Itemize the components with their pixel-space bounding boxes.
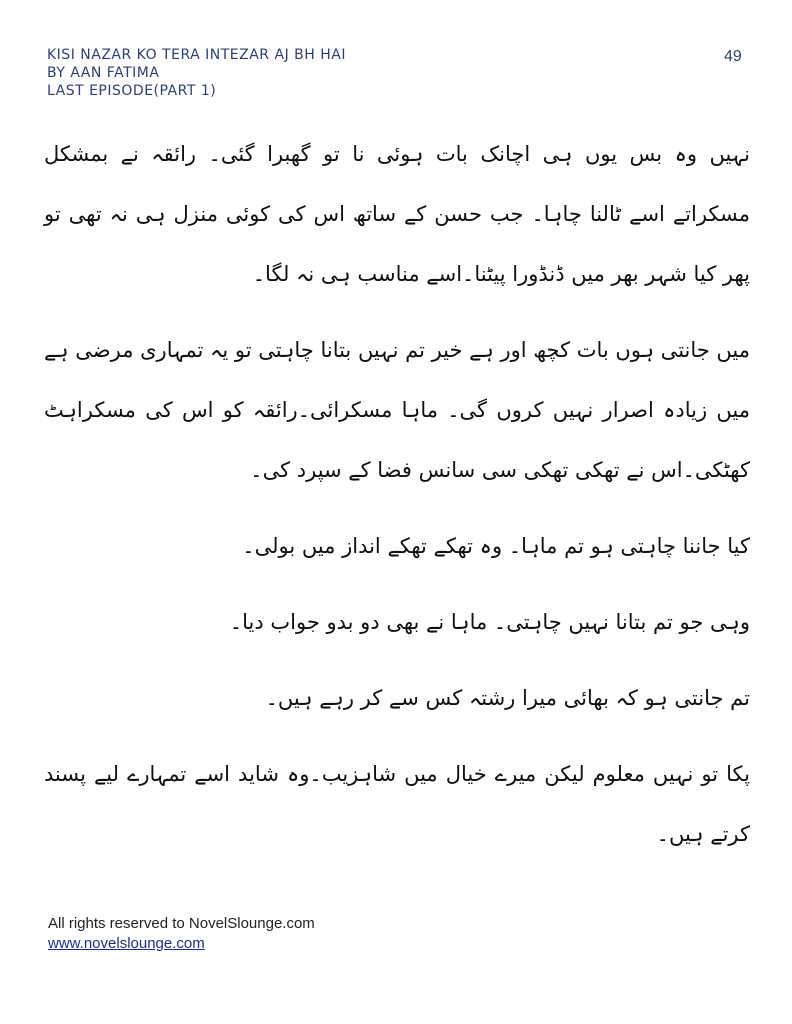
author-line: BY AAN FATIMA [47, 65, 160, 81]
paragraph-5: تم جانتی ہو کہ بھائی میرا رشتہ کس سے کر رہے ہیں۔ [265, 686, 750, 710]
paragraph-3: کیا جاننا چاہتی ہو تم ماہا۔ وہ تھکے تھکے انداز میں بولی۔ [242, 534, 750, 558]
website-link[interactable]: www.novelslounge.com [48, 935, 205, 952]
document-header [47, 46, 346, 100]
page-number: 49 [724, 48, 742, 65]
episode-line: LAST EPISODE(PART 1) [47, 83, 217, 99]
paragraph-1: نہیں وہ بس یوں ہی اچانک بات ہوئی نا تو گھبرا گئی۔ رائقہ نے بمشکل مسکراتے اسے ٹالنا چاہا۔ جب حسن کے ساتھ اس کی کوئی منزل ہی نہ تھی تو پھر کیا شہر بھر میں ڈنڈورا پیٹنا۔اسے مناسب ہی نہ لگا۔ [44, 142, 750, 286]
paragraph-2: میں جانتی ہوں بات کچھ اور ہے خیر تم نہیں بتانا چاہتی تو یہ تمہاری مرضی ہے میں زیادہ اصرار نہیں کروں گی۔ ماہا مسکرائی۔رائقہ کو اس کی مسکراہٹ کھٹکی۔اس نے تھکی تھکی سی سانس فضا کے سپرد کی۔ [43, 338, 750, 482]
story-body [44, 124, 750, 864]
rights-notice: All rights reserved to NovelSlounge.com [48, 915, 315, 932]
paragraph-4: وہی جو تم بتانا نہیں چاہتی۔ ماہا نے بھی دو بدو جواب دیا۔ [229, 610, 750, 634]
novel-title: KISI NAZAR KO TERA INTEZAR AJ BH HAI [47, 47, 346, 63]
paragraph-6: پکا تو نہیں معلوم لیکن میرے خیال میں شاہزیب۔وہ شاید اسے تمہارے لیے پسند کرتے ہیں۔ [44, 762, 750, 846]
document-footer [48, 914, 315, 954]
